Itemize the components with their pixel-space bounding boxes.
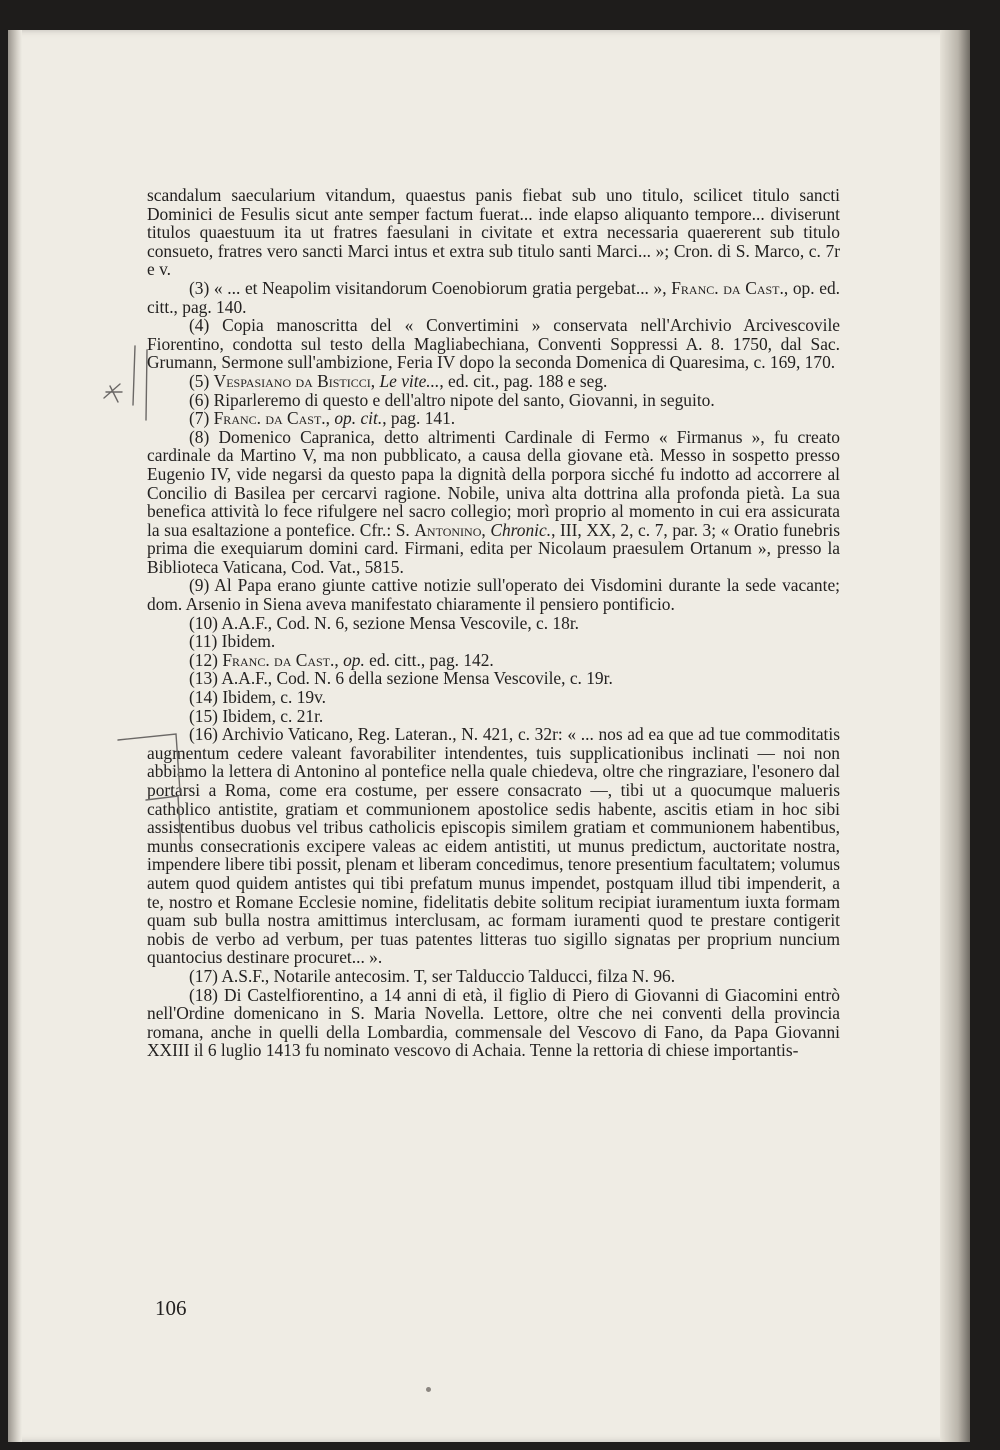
footnote-15: (15) Ibidem, c. 21r. [189,705,324,726]
footnote-11: (11) Ibidem. [189,631,276,652]
page-speck [426,1387,431,1392]
footnote-7: (7) Franc. da Cast., op. cit., pag. 141. [189,408,456,429]
footnote-18: (18) Di Castelfiorentino, a 14 anni di età, il figlio di Piero di Giovanni di Giacomini entrò nell'Ordine domenicano in S. Maria Novella. Lettore, oltre che nei conventi della provincia romana, anche in quelli della Lombardia, commensale del Vescovo di Fano, da Papa Giovanni XXIII il 6 luglio 1413 fu nominato vescovo di Achaia. Tenne la rettoria di chiese importantis- [147,984,840,1061]
page-number: 106 [155,1296,187,1320]
footnote-continuation: scandalum saecularium vitandum, quaestus panis fiebat sub uno titulo, scilicet titulo sancti Dominici de Fesulis sicut ante semper factum fuerat... inde elapso aliquanto tempore... diviserunt titulos quaestuum ita ut fratres faesulani in civitate et extra necessaria quaererent sub titulo consueto, fratres vero sancti Marci intus et extra sub titulo santi Marci... »; Cron. di S. Marco, c. 7r e v. [147,185,840,280]
footnote-10: (10) A.A.F., Cod. N. 6, sezione Mensa Vescovile, c. 18r. [189,612,580,633]
footnote-16: (16) Archivio Vaticano, Reg. Lateran., N. 421, c. 32r: « ... nos ad ea que ad tue commoditatis augmentum cedere valeant favorabiliter intendentes, tuis supplicationibus inclinati — noi non abbiamo la lettera di Antonino al pontefice nella quale chiedeva, oltre che ringraziare, l'esonero dal portarsi a Roma, come era costume, per essere consacrato —, tibi ut a quocumque malueris catholico antistite, gratiam et communionem apostolice sedis habente, ascitis etiam in hoc sibi assistentibus duobus vel tribus catholicis episcopis similem gratiam et communionem habentibus, munus consecrationis excipere valeas ac eidem antistiti, ut munus predictum, auctoritate nostra, impendere libere tibi possit, plenam et liberam concedimus, tenore presentium facultatem; volumus autem quod quidem antistes qui tibi prefatum munus impendet, postquam illud tibi impenderit, a te, nostro et Romane Ecclesie nomine, fidelitatis debite solitum recipiat iuramentum iuxta formam quam sub bulla nostra amittimus interclusam, ac formam iuramenti quod te prestare contigerit nobis de verbo ad verbum, per tuas patentes litteras tuo sigillo signatas per proprium nuncium quantocius destinare procuret... ». [147,724,840,968]
footnote-4: (4) Copia manoscritta del « Convertimini » conservata nell'Archivio Arcivescovile Fiorentino, condotta sul testo della Magliabechiana, Conventi Soppressi A. 8. 1750, dal Sac. Grumann, Sermone sull'ambizione, Feria IV dopo la seconda Domenica di Quaresima, c. 169, 170. [147,315,840,373]
book-gutter [940,30,970,1442]
footnotes-block [147,186,840,1060]
page-left-edge [8,30,22,1442]
footnote-5: (5) Vespasiano da Bisticci, Le vite..., ed. cit., pag. 188 e seg. [189,370,608,391]
footnote-12: (12) Franc. da Cast., op. ed. citt., pag. 142. [189,649,494,670]
footnote-6: (6) Riparleremo di questo e dell'altro nipote del santo, Giovanni, in seguito. [189,389,715,410]
footnote-3: (3) « ... et Neapolim visitandorum Coenobiorum gratia pergebat... », Franc. da Cast., op. ed. citt., pag. 140. [147,277,840,317]
footnote-8: (8) Domenico Capranica, detto altrimenti Cardinale di Fermo « Firmanus », fu creato cardinale da Martino V, ma non pubblicato, a causa della giovane età. Messo in sospetto presso Eugenio IV, vide negarsi da questo papa la dignità della porpora sicché fu indotto ad accorrere al Concilio di Basilea per cercarvi ragione. Nobile, univa alta dottrina alla profonda pietà. La sua benefica attività lo fece rifulgere nel sacro collegio; morì proprio al momento in cui era assicurata la sua esaltazione a pontefice. Cfr.: S. Antonino, Chronic., III, XX, 2, c. 7, par. 3; « Oratio funebris prima die exequiarum domini card. Firmani, edita per Nicolaum praesulem Ortanum », presso la Biblioteca Vaticana, Cod. Vat., 5815. [147,426,840,577]
footnote-14: (14) Ibidem, c. 19v. [189,687,326,708]
footnote-9: (9) Al Papa erano giunte cattive notizie sull'operato dei Visdomini durante la sede vacante; dom. Arsenio in Siena aveva manifestato chiaramente il pensiero pontificio. [147,575,840,615]
footnote-17: (17) A.S.F., Notarile antecosim. T, ser Talduccio Talducci, filza N. 96. [189,965,676,986]
footnote-13: (13) A.A.F., Cod. N. 6 della sezione Mensa Vescovile, c. 19r. [189,668,613,689]
